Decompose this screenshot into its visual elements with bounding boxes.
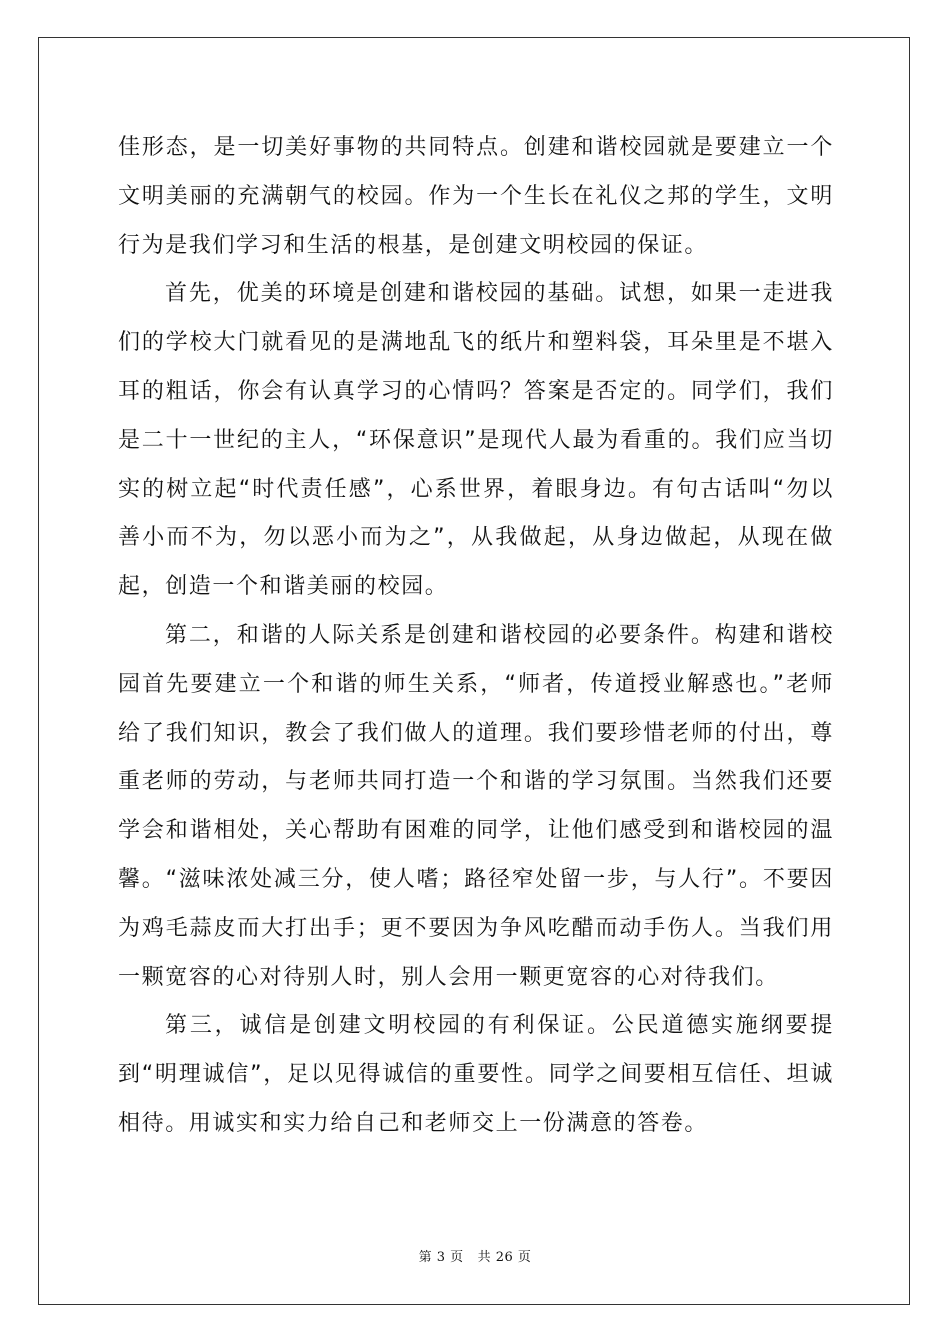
paragraph-4: 第三，诚信是创建文明校园的有利保证。公民道德实施纲要提到“明理诚信”，足以见得诚信的重要性。同学之间要相互信任、坦诚相待。用诚实和实力给自己和老师交上一份满意的答卷。: [118, 1013, 834, 1136]
page-total: 共 26 页: [477, 1250, 532, 1265]
page-number: 第 3 页: [418, 1250, 464, 1265]
paragraph-1: 佳形态，是一切美好事物的共同特点。创建和谐校园就是要建立一个文明美丽的充满朝气的校园。作为一个生长在礼仪之邦的学生，文明行为是我们学习和生活的根基，是创建文明校园的保证。: [118, 135, 834, 258]
paragraph-3: 第二，和谐的人际关系是创建和谐校园的必要条件。构建和谐校园首先要建立一个和谐的师生关系，“师者，传道授业解惑也。”老师给了我们知识，教会了我们做人的道理。我们要珍惜老师的付出，尊重老师的劳动，与老师共同打造一个和谐的学习氛围。当然我们还要学会和谐相处，关心帮助有困难的同学，让他们感受到和谐校园的温馨。“滋味浓处减三分，使人嗜；路径窄处留一步，与人行”。不要因为鸡毛蒜皮而大打出手；更不要因为争风吃醋而动手伤人。当我们用一颗宽容的心对待别人时，别人会用一颗更宽容的心对待我们。: [118, 622, 834, 990]
paragraph-2: 首先，优美的环境是创建和谐校园的基础。试想，如果一走进我们的学校大门就看见的是满地乱飞的纸片和塑料袋，耳朵里是不堪入耳的粗话，你会有认真学习的心情吗？答案是否定的。同学们，我们是二十一世纪的主人，“环保意识”是现代人最为看重的。我们应当切实的树立起“时代责任感”，心系世界，着眼身边。有句古话叫“勿以善小而不为，勿以恶小而为之”，从我做起，从身边做起，从现在做起，创造一个和谐美丽的校园。: [118, 281, 834, 600]
document-body: [118, 124, 834, 1149]
page-footer: [0, 1246, 950, 1265]
